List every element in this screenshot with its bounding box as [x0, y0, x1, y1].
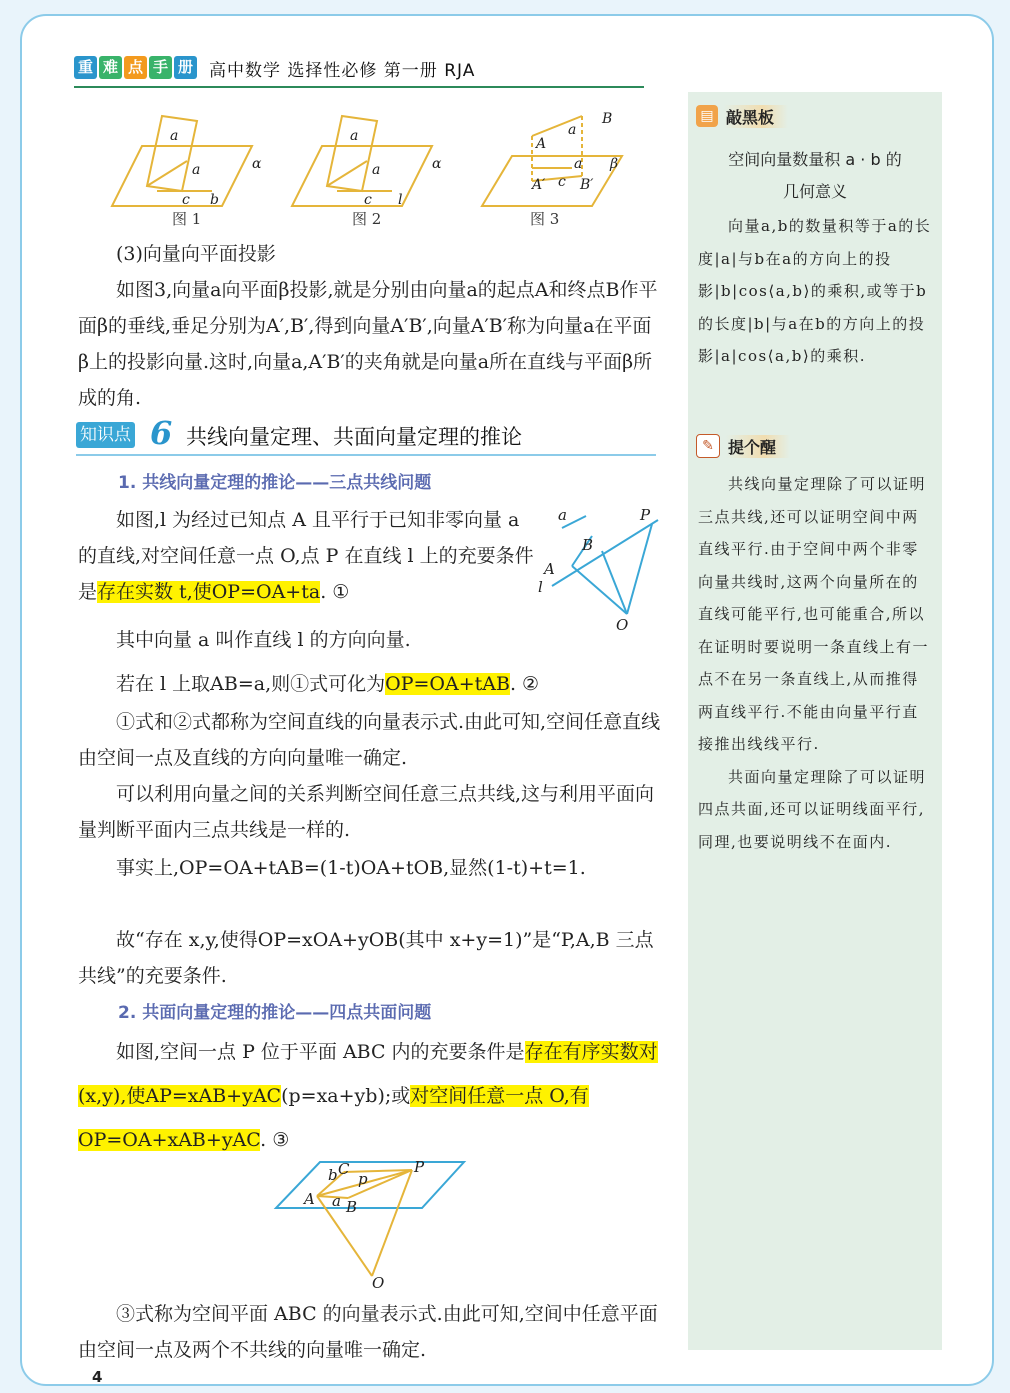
svg-text:b: b	[328, 1166, 338, 1184]
text-run: 共线向量定理除了可以证明三点共线,还可以证明空间中两直线平行.由于空间中两个非零向量共线时,这两个向量所在的直线可能平行,也可能重合,所以在证明时要说明一条直线上有一点不在另一条直线上,从而推得两直线平行.不能由向量平行直接推出线线平行.	[698, 475, 930, 753]
collinear-figure	[532, 496, 662, 636]
text-run: 如图,空间一点 P 位于平面 ABC 内的充要条件是	[116, 1041, 525, 1063]
svg-text:l: l	[538, 578, 543, 596]
svg-text:A: A	[304, 1190, 315, 1208]
svg-text:O: O	[372, 1274, 385, 1288]
sidebar-box2-header	[696, 432, 790, 460]
svg-text:A′: A′	[532, 177, 546, 193]
part1-paragraph-4	[78, 704, 662, 776]
text-run: 向量a,b的数量积等于a的长度|a|与b在a的方向上的投影|b|cos⟨a,b⟩的乘积,或等于b的长度|b|与a在b的方向上的投影|a|cos⟨a,b⟩的乘积.	[698, 217, 932, 365]
knowledge-point-tag: 知识点	[76, 422, 135, 448]
part1-paragraph-1	[78, 502, 540, 610]
text-run: 共面向量定理除了可以证明四点共面,还可以证明线面平行,同理,也要说明线不在面内.	[698, 767, 927, 851]
svg-text:a: a	[372, 162, 381, 178]
svg-text:b: b	[210, 192, 219, 208]
svg-text:β: β	[610, 156, 619, 172]
knowledge-point-number: 6	[150, 414, 173, 452]
text-run: 可以利用向量之间的关系判断空间任意三点共线,这与利用平面向量判断平面内三点共线是一样的.	[78, 783, 655, 841]
logo-char: 重	[74, 56, 97, 79]
highlight-formula-4: 对空间任意一点 O,有OP=OA+xAB+yAC	[78, 1085, 589, 1151]
part2-heading-wrap	[118, 994, 618, 1031]
logo-char: 难	[99, 56, 122, 79]
header-title: 高中数学 选择性必修 第一册 RJA	[209, 61, 476, 81]
text-run: 其中向量 a 叫作直线 l 的方向向量.	[116, 629, 411, 651]
text-run: 若在 l 上取AB=a,则①式可化为	[116, 673, 386, 695]
section-projection	[78, 236, 662, 416]
svg-text:B′: B′	[580, 177, 594, 193]
logo-char: 手	[149, 56, 172, 79]
svg-text:P: P	[640, 506, 651, 524]
svg-text:c: c	[558, 174, 566, 190]
svg-text:B: B	[602, 111, 613, 127]
part1-paragraph-6	[78, 850, 662, 886]
part1-paragraph-7	[78, 922, 662, 994]
text-run: . ③	[260, 1129, 290, 1151]
text-run: . ①	[320, 581, 350, 603]
svg-text:B: B	[346, 1198, 358, 1216]
svg-text:p: p	[358, 1170, 368, 1188]
highlight-formula-1: 存在实数 t,使OP=OA+ta	[97, 581, 321, 603]
svg-text:l: l	[398, 192, 403, 208]
figure-2-caption: 图 2	[352, 210, 382, 228]
sidebar-box1-text	[698, 210, 932, 373]
part2-paragraph-2	[78, 1296, 662, 1368]
highlight-formula-3: 存在有序实数对(x,y),使AP=xAB+yAC	[78, 1041, 658, 1107]
svg-text:a: a	[192, 162, 201, 178]
text-run: (p=xa+yb);或	[281, 1085, 411, 1107]
part1-paragraph-5	[78, 776, 662, 848]
sidebar-box1-title-2: 几何意义	[782, 182, 847, 201]
text-run: ③式称为空间平面 ABC 的向量表示式.由此可知,空间中任意平面由空间一点及两个不共线的向量唯一确定.	[78, 1303, 658, 1361]
svg-text:A: A	[544, 560, 555, 578]
svg-text:P: P	[414, 1158, 425, 1176]
page	[20, 14, 994, 1386]
svg-text:a: a	[170, 128, 179, 144]
svg-text:c: c	[364, 192, 372, 208]
svg-text:α: α	[432, 156, 442, 172]
figure-3	[482, 116, 622, 206]
svg-text:O: O	[616, 616, 629, 634]
knowledge-point-header	[76, 414, 656, 456]
part1-paragraph-3	[78, 666, 662, 702]
part1-heading: 1. 共线向量定理的推论——三点共线问题	[118, 473, 432, 493]
coplanar-figure	[272, 1154, 482, 1288]
part1-paragraph-2	[78, 622, 662, 658]
section-heading: (3)向量向平面投影	[116, 243, 276, 265]
book-logo	[74, 56, 199, 79]
sidebar-box1-title-1: 空间向量数量积 a · b 的	[728, 150, 902, 169]
logo-char: 点	[124, 56, 147, 79]
header-rule	[74, 86, 644, 88]
sidebar-box2-label: 提个醒	[726, 435, 790, 458]
folder-icon: ▤	[696, 105, 718, 127]
svg-text:a: a	[350, 128, 359, 144]
figure-1-caption: 图 1	[172, 210, 202, 228]
sidebar-box1-header	[696, 102, 788, 130]
logo-char: 册	[174, 56, 197, 79]
svg-text:c: c	[182, 192, 190, 208]
text-run: 如图,l 为经过已知点 A 且平行于已知非零向量 a 的直线,对空间任意一点 O,点 P 在直线 l 上的充要条件是	[78, 509, 534, 603]
svg-text:B: B	[582, 536, 594, 554]
svg-text:a: a	[568, 122, 577, 138]
svg-text:a: a	[332, 1192, 341, 1210]
part2-paragraph-1	[78, 1030, 662, 1162]
svg-text:A: A	[536, 136, 547, 152]
svg-text:a: a	[574, 156, 583, 172]
text-run: . ②	[509, 673, 540, 695]
text-run: 事实上,OP=OA+tAB=(1-t)OA+tOB,显然(1-t)+t=1.	[116, 857, 586, 879]
text-run: 故“存在 x,y,使得OP=xOA+yOB(其中 x+y=1)”是“P,A,B 三点共线”的充要条件.	[78, 929, 654, 987]
svg-text:α: α	[252, 156, 262, 172]
sidebar-box1-label: 敲黑板	[724, 105, 788, 128]
svg-text:C: C	[338, 1160, 350, 1178]
part2-heading: 2. 共面向量定理的推论——四点共面问题	[118, 1003, 432, 1023]
svg-text:a: a	[558, 506, 567, 524]
sidebar-box2-text	[698, 468, 932, 858]
knowledge-point-title: 共线向量定理、共面向量定理的推论	[186, 425, 522, 449]
sidebar	[688, 92, 942, 1350]
text-run: ①式和②式都称为空间直线的向量表示式.由此可知,空间任意直线由空间一点及直线的方向向量唯一确定.	[78, 711, 661, 769]
section-paragraph: 如图3,向量a向平面β投影,就是分别由向量a的起点A和终点B作平面β的垂线,垂足分别为A′,B′,得到向量A′B′,向量A′B′称为向量a在平面β上的投影向量.这时,向量a,A′B′的夹角就是向量a所在直线与平面β所成的角.	[78, 279, 658, 409]
figure-3-caption: 图 3	[530, 210, 560, 228]
figure-2	[292, 116, 432, 206]
highlight-formula-2: OP=OA+tAB	[385, 673, 510, 695]
pencil-icon: ✎	[696, 434, 720, 458]
page-number: 4	[92, 1368, 103, 1386]
